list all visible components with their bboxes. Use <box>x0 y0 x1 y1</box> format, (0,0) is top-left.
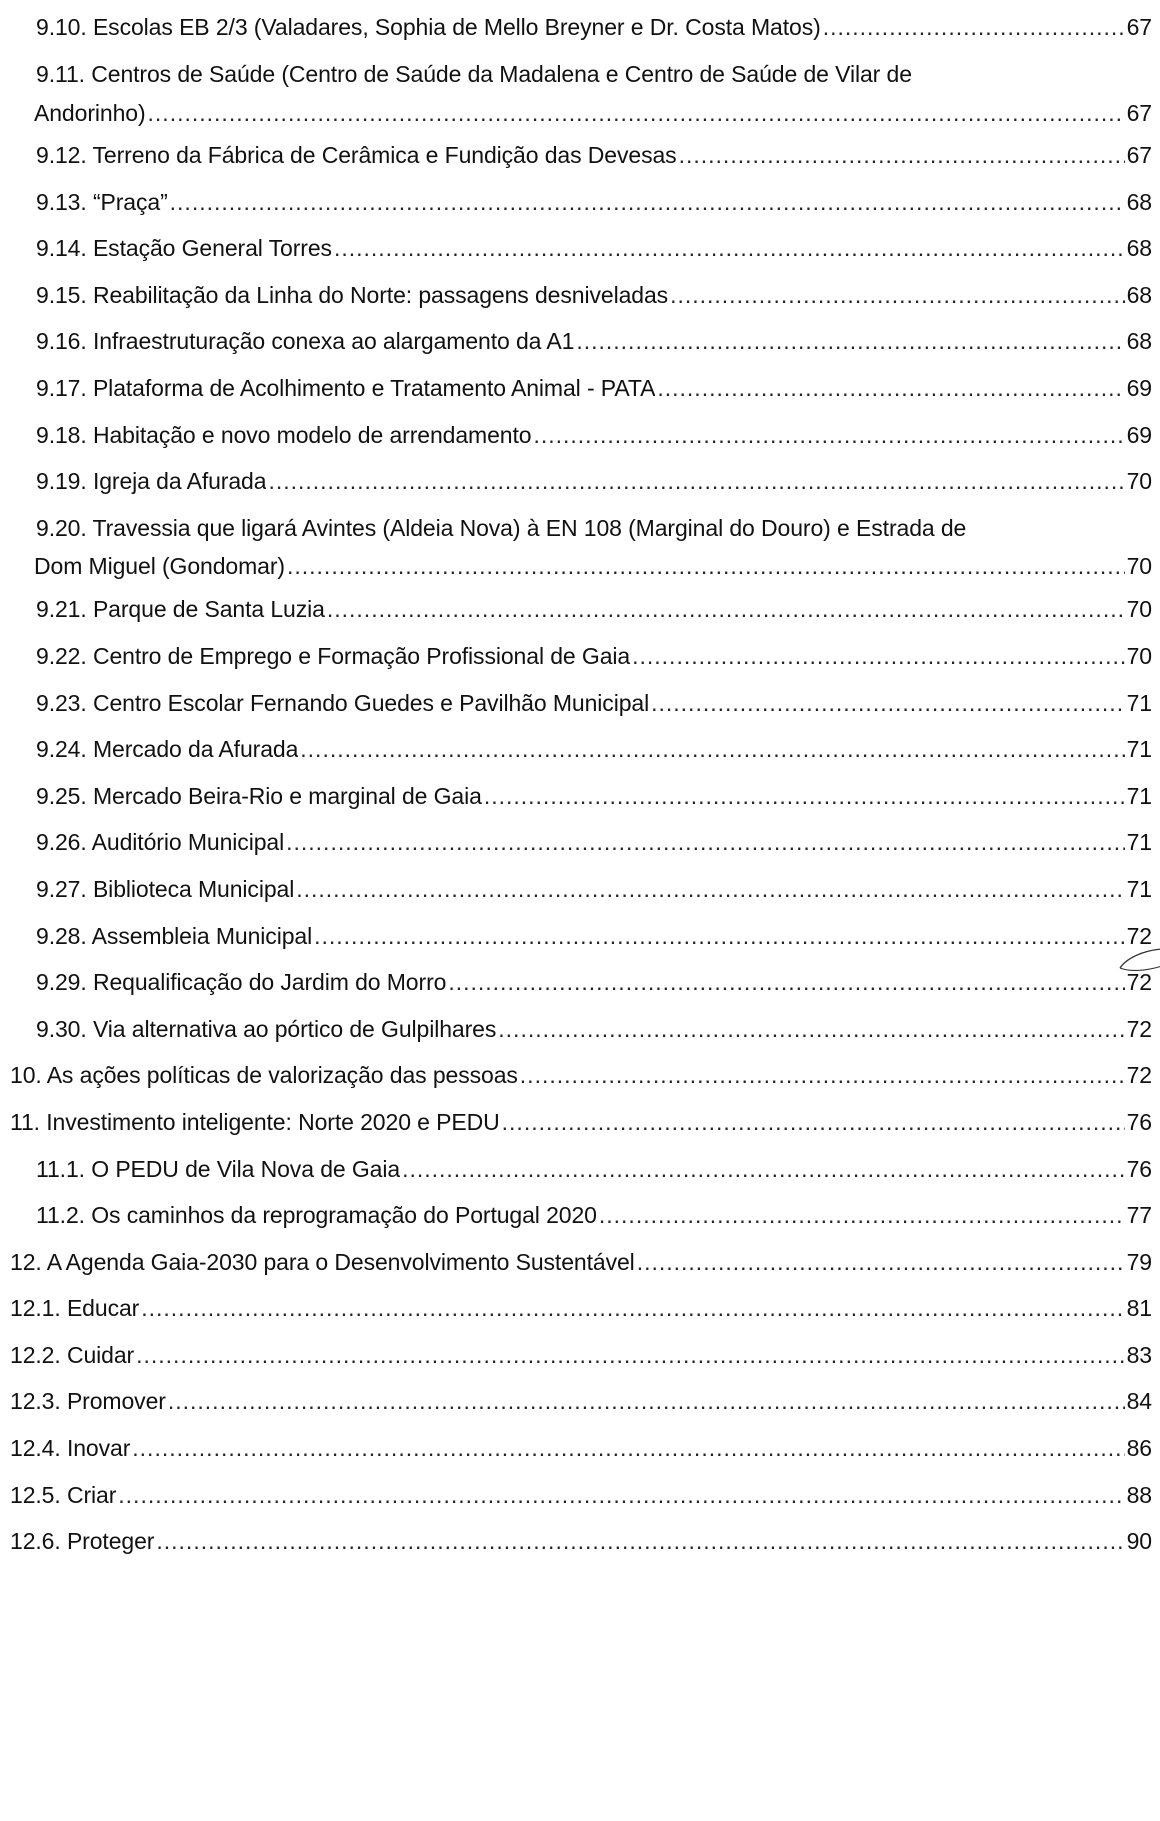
dot-leader <box>156 1525 1124 1558</box>
toc-entry-title: 11.2. Os caminhos da reprogramação do Portugal 2020 <box>36 1202 597 1228</box>
toc-entry-title: Andorinho) <box>34 100 146 126</box>
dot-leader <box>637 1246 1125 1279</box>
dot-leader <box>670 279 1125 312</box>
toc-entry-page: 70 <box>1126 553 1152 579</box>
toc-entry[interactable] <box>36 966 1152 999</box>
toc-entry-page: 72 <box>1126 1062 1152 1088</box>
toc-entry[interactable] <box>36 593 1152 626</box>
toc-entry[interactable] <box>36 232 1152 265</box>
toc-entry-title: Dom Miguel (Gondomar) <box>34 553 285 579</box>
toc-entry-title: 9.17. Plataforma de Acolhimento e Tratamento Animal - PATA <box>36 375 656 401</box>
toc-entry[interactable] <box>10 1059 1152 1092</box>
toc-entry-page: 67 <box>1126 142 1152 168</box>
toc-entry-title: 9.30. Via alternativa ao pórtico de Gulpilhares <box>36 1016 497 1042</box>
dot-leader <box>136 1339 1125 1372</box>
toc-entry-page: 84 <box>1126 1388 1152 1414</box>
toc-entry-page: 68 <box>1126 328 1152 354</box>
dot-leader <box>296 873 1124 906</box>
dot-leader <box>141 1292 1124 1325</box>
toc-entry[interactable] <box>36 687 1152 720</box>
dot-leader <box>170 186 1125 219</box>
toc-entry[interactable] <box>36 11 1152 44</box>
dot-leader <box>823 11 1125 44</box>
toc-entry-title: 9.15. Reabilitação da Linha do Norte: passagens desniveladas <box>36 282 669 308</box>
dot-leader <box>498 1013 1124 1046</box>
toc-entry-page: 67 <box>1126 100 1152 126</box>
toc-entry-page: 71 <box>1126 876 1152 902</box>
toc-entry-title: 9.13. “Praça” <box>36 189 168 215</box>
toc-entry-title: 10. As ações políticas de valorização das pessoas <box>10 1062 518 1088</box>
toc-entry-page: 71 <box>1126 783 1152 809</box>
toc-entry-page: 70 <box>1126 468 1152 494</box>
toc-entry-title: 12.6. Proteger <box>10 1528 155 1554</box>
dot-leader <box>599 1199 1125 1232</box>
dot-leader <box>679 139 1125 172</box>
toc-entry[interactable] <box>10 1525 1152 1558</box>
toc-entry-page: 86 <box>1126 1435 1152 1461</box>
dot-leader <box>632 640 1125 673</box>
dot-leader <box>520 1059 1125 1092</box>
dot-leader <box>402 1153 1125 1186</box>
toc-entry[interactable] <box>10 1106 1152 1139</box>
toc-entry[interactable] <box>36 325 1152 358</box>
toc-entry[interactable] <box>36 1153 1152 1186</box>
toc-entry[interactable] <box>10 1246 1152 1279</box>
toc-entry-page: 67 <box>1126 14 1152 40</box>
toc-entry-title: 9.21. Parque de Santa Luzia <box>36 596 325 622</box>
dot-leader <box>300 733 1124 766</box>
toc-entry-title-line1: 9.20. Travessia que ligará Avintes (Aldeia Nova) à EN 108 (Marginal do Douro) e Estrada de <box>36 515 967 541</box>
toc-entry[interactable] <box>36 873 1152 906</box>
dot-leader <box>287 550 1125 583</box>
dot-leader <box>576 325 1124 358</box>
toc-entry-title: 12. A Agenda Gaia-2030 para o Desenvolvimento Sustentável <box>10 1249 635 1275</box>
dot-leader <box>484 780 1125 813</box>
toc-entry-page: 72 <box>1126 923 1152 949</box>
toc-entry-title: 9.18. Habitação e novo modelo de arrendamento <box>36 422 532 448</box>
toc-entry-title: 9.27. Biblioteca Municipal <box>36 876 295 902</box>
toc-entry-page: 71 <box>1126 829 1152 855</box>
dot-leader <box>533 419 1124 452</box>
toc-entry-title: 12.1. Educar <box>10 1295 140 1321</box>
toc-entry-page: 68 <box>1126 189 1152 215</box>
toc-entry[interactable] <box>36 920 1152 953</box>
toc-entry[interactable] <box>36 1199 1152 1232</box>
toc-entry-title: 9.25. Mercado Beira-Rio e marginal de Gaia <box>36 783 482 809</box>
toc-entry-title: 9.23. Centro Escolar Fernando Guedes e Pavilhão Municipal <box>36 690 650 716</box>
toc-entry-page: 70 <box>1126 596 1152 622</box>
toc-entry-page: 77 <box>1126 1202 1152 1228</box>
toc-entry[interactable] <box>36 419 1152 452</box>
toc-entry-title: 11.1. O PEDU de Vila Nova de Gaia <box>36 1156 401 1182</box>
toc-entry-page: 83 <box>1126 1342 1152 1368</box>
dot-leader <box>327 593 1125 626</box>
toc-entry-title: 9.16. Infraestruturação conexa ao alargamento da A1 <box>36 328 575 354</box>
toc-entry-page: 69 <box>1126 375 1152 401</box>
toc-entry[interactable] <box>36 826 1152 859</box>
toc-entry-page: 68 <box>1126 235 1152 261</box>
toc-entry[interactable] <box>10 1292 1152 1325</box>
handwritten-mark-icon <box>1118 946 1160 976</box>
toc-entry-title: 11. Investimento inteligente: Norte 2020 e PEDU <box>10 1109 500 1135</box>
toc-entry[interactable] <box>36 279 1152 312</box>
dot-leader <box>132 1432 1124 1465</box>
toc-entry-page: 71 <box>1126 690 1152 716</box>
dot-leader <box>651 687 1125 720</box>
toc-entry[interactable] <box>10 1432 1152 1465</box>
toc-entry-page: 69 <box>1126 422 1152 448</box>
toc-entry-page: 72 <box>1126 1016 1152 1042</box>
toc-entry-title: 9.19. Igreja da Afurada <box>36 468 267 494</box>
toc-entry-title: 9.24. Mercado da Afurada <box>36 736 299 762</box>
dot-leader <box>314 920 1125 953</box>
toc-entry-page: 71 <box>1126 736 1152 762</box>
toc-entry[interactable] <box>10 1385 1152 1418</box>
toc-entry[interactable] <box>36 780 1152 813</box>
toc-entry-page: 76 <box>1126 1109 1152 1135</box>
toc-entry-title: 12.2. Cuidar <box>10 1342 135 1368</box>
toc-entry-title: 9.29. Requalificação do Jardim do Morro <box>36 969 447 995</box>
dot-leader <box>286 826 1125 859</box>
toc-entry-page: 90 <box>1126 1528 1152 1554</box>
toc-entry-page: 76 <box>1126 1156 1152 1182</box>
toc-entry-title: 12.3. Promover <box>10 1388 166 1414</box>
toc-entry[interactable] <box>36 733 1152 766</box>
toc-entry[interactable] <box>36 640 1152 673</box>
toc-entry-title: 9.12. Terreno da Fábrica de Cerâmica e Fundição das Devesas <box>36 142 677 168</box>
toc-entry-title: 9.10. Escolas EB 2/3 (Valadares, Sophia de Mello Breyner e Dr. Costa Matos) <box>36 14 821 40</box>
toc-entry[interactable] <box>36 465 1152 498</box>
dot-leader <box>168 1385 1125 1418</box>
dot-leader <box>118 1479 1124 1512</box>
dot-leader <box>334 232 1125 265</box>
dot-leader <box>448 966 1124 999</box>
toc-entry[interactable] <box>36 372 1152 405</box>
toc-entry[interactable] <box>10 1339 1152 1372</box>
toc-entry-page: 79 <box>1126 1249 1152 1275</box>
toc-entry-title: 9.26. Auditório Municipal <box>36 829 285 855</box>
toc-entry[interactable] <box>36 1013 1152 1046</box>
toc-entry[interactable] <box>36 512 1152 583</box>
toc-entry[interactable] <box>10 1479 1152 1512</box>
toc-entry-page: 70 <box>1126 643 1152 669</box>
dot-leader <box>657 372 1124 405</box>
dot-leader <box>502 1106 1125 1139</box>
toc-entry-title: 12.4. Inovar <box>10 1435 131 1461</box>
dot-leader <box>148 97 1125 130</box>
toc-entry-title: 9.14. Estação General Torres <box>36 235 332 261</box>
dot-leader <box>268 465 1124 498</box>
toc-entry-page: 68 <box>1126 282 1152 308</box>
toc-entry[interactable] <box>36 58 1152 130</box>
toc-entry[interactable] <box>36 186 1152 219</box>
toc-entry-title: 12.5. Criar <box>10 1482 117 1508</box>
toc-entry-title-line1: 9.11. Centros de Saúde (Centro de Saúde da Madalena e Centro de Saúde de Vilar de <box>36 61 912 87</box>
toc-entry[interactable] <box>36 139 1152 172</box>
toc-entry-page: 81 <box>1126 1295 1152 1321</box>
toc-entry-page: 88 <box>1126 1482 1152 1508</box>
toc-entry-page: 72 <box>1126 969 1152 995</box>
toc-entry-title: 9.22. Centro de Emprego e Formação Profissional de Gaia <box>36 643 631 669</box>
toc-entry-title: 9.28. Assembleia Municipal <box>36 923 313 949</box>
